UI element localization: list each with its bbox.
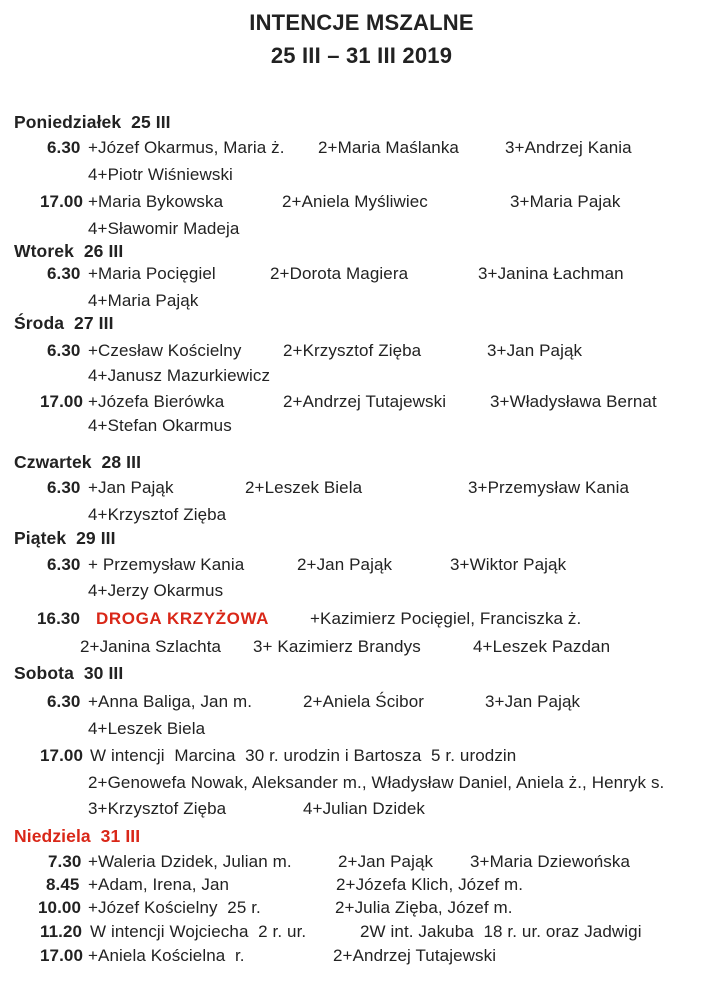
intention-text: 3+Jan Pająk <box>487 341 583 360</box>
special-service-label: DROGA KRZYŻOWA <box>96 609 270 628</box>
intention-text: W intencji Marcina 30 r. urodzin i Bartosza 5 r. urodzin <box>90 746 517 765</box>
intention-text: 2+Leszek Biela <box>245 478 363 497</box>
intention-text: 3+Janina Łachman <box>478 264 624 283</box>
intention-text: +Adam, Irena, Jan <box>88 875 230 894</box>
mass-time: 6.30 <box>47 555 81 574</box>
intention-text: + Przemysław Kania <box>88 555 245 574</box>
intention-text: 4+Julian Dzidek <box>303 799 425 818</box>
intention-text: +Józef Okarmus, Maria ż. <box>88 138 285 157</box>
intention-text: +Kazimierz Pocięgiel, Franciszka ż. <box>310 609 582 628</box>
day-header: Niedziela 31 III <box>14 826 141 846</box>
intention-text: 2+Dorota Magiera <box>270 264 409 283</box>
intention-text: 2+Maria Maślanka <box>318 138 459 157</box>
intention-text: +Waleria Dzidek, Julian m. <box>88 852 292 871</box>
mass-time: 11.20 <box>40 922 83 941</box>
intention-text: 2+Jan Pająk <box>338 852 434 871</box>
intention-text: +Anna Baliga, Jan m. <box>88 692 253 711</box>
intention-text: 2+Andrzej Tutajewski <box>333 946 497 965</box>
intention-text: 4+Jerzy Okarmus <box>88 581 224 600</box>
mass-time: 16.30 <box>37 609 81 628</box>
intention-text: 4+Piotr Wiśniewski <box>88 165 233 184</box>
day-header: Wtorek 26 III <box>14 241 124 261</box>
intention-text: 3+Krzysztof Zięba <box>88 799 227 818</box>
mass-time: 17.00 <box>40 946 84 965</box>
intention-text: 3+Andrzej Kania <box>505 138 632 157</box>
intention-text: 3+ Kazimierz Brandys <box>253 637 421 656</box>
day-header: Sobota 30 III <box>14 663 124 683</box>
intention-text: 2+Jan Pająk <box>297 555 393 574</box>
day-header: Poniedziałek 25 III <box>14 112 171 132</box>
intention-text: +Czesław Kościelny <box>88 341 242 360</box>
intention-text: 2+Andrzej Tutajewski <box>283 392 447 411</box>
mass-time: 6.30 <box>47 692 81 711</box>
intention-text: 4+Janusz Mazurkiewicz <box>88 366 271 385</box>
page-subtitle: 25 III – 31 III 2019 <box>270 43 453 68</box>
intention-text: 4+Leszek Pazdan <box>473 637 611 656</box>
intention-text: 3+Władysława Bernat <box>490 392 657 411</box>
day-header: Piątek 29 III <box>14 528 116 548</box>
intention-text: 4+Sławomir Madeja <box>88 219 240 238</box>
mass-time: 17.00 <box>40 192 84 211</box>
intention-text: 4+Maria Pająk <box>88 291 199 310</box>
intention-text: 2+Krzysztof Zięba <box>283 341 422 360</box>
day-header: Środa 27 III <box>14 313 114 333</box>
intention-text: 3+Wiktor Pająk <box>450 555 567 574</box>
mass-time: 10.00 <box>38 898 82 917</box>
intention-text: 2+Aniela Ścibor <box>303 692 425 711</box>
intention-text: 2+Janina Szlachta <box>80 637 222 656</box>
intention-text: 2+Julia Zięba, Józef m. <box>335 898 513 917</box>
intention-text: 3+Maria Pajak <box>510 192 621 211</box>
mass-time: 17.00 <box>40 746 84 765</box>
intention-text: +Józefa Bierówka <box>88 392 225 411</box>
intention-text: W intencji Wojciecha 2 r. ur. <box>90 922 307 941</box>
intention-text: 4+Krzysztof Zięba <box>88 505 227 524</box>
intention-text: 4+Stefan Okarmus <box>88 416 232 435</box>
mass-time: 6.30 <box>47 264 81 283</box>
page-title: INTENCJE MSZALNE <box>249 10 474 35</box>
intention-text: 4+Leszek Biela <box>88 719 206 738</box>
intention-text: 3+Przemysław Kania <box>468 478 630 497</box>
mass-time: 6.30 <box>47 138 81 157</box>
day-header: Czwartek 28 III <box>14 452 142 472</box>
mass-time: 17.00 <box>40 392 84 411</box>
intention-text: +Maria Bykowska <box>88 192 224 211</box>
intention-text: 2W int. Jakuba 18 r. ur. oraz Jadwigi <box>360 922 642 941</box>
mass-time: 8.45 <box>46 875 80 894</box>
intention-text: +Józef Kościelny 25 r. <box>88 898 261 917</box>
intention-text: 3+Maria Dziewońska <box>470 852 631 871</box>
intention-text: 2+Genowefa Nowak, Aleksander m., Władysław Daniel, Aniela ż., Henryk s. <box>88 773 665 792</box>
intention-text: 2+Józefa Klich, Józef m. <box>336 875 524 894</box>
intention-text: 3+Jan Pająk <box>485 692 581 711</box>
mass-time: 7.30 <box>48 852 82 871</box>
intention-text: 2+Aniela Myśliwiec <box>282 192 428 211</box>
intention-text: +Jan Pająk <box>88 478 174 497</box>
intention-text: +Aniela Kościelna r. <box>88 946 245 965</box>
intention-text: +Maria Pocięgiel <box>88 264 216 283</box>
mass-time: 6.30 <box>47 478 81 497</box>
mass-time: 6.30 <box>47 341 81 360</box>
